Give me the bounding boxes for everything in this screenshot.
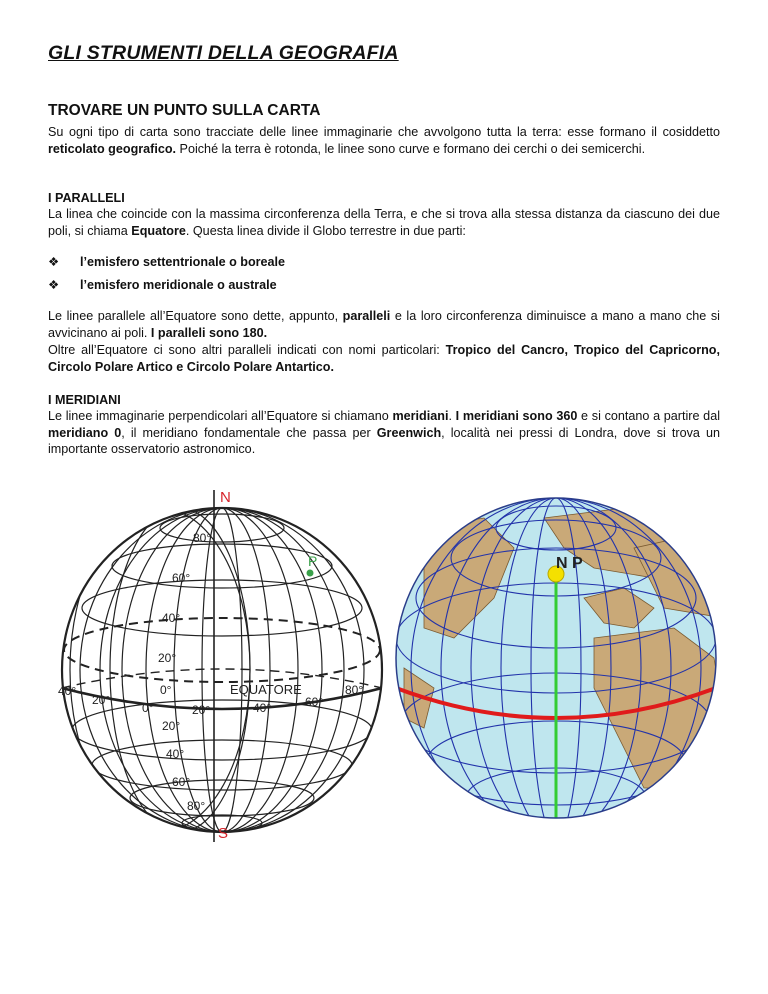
parallel-line [92,740,352,790]
paralleli-bold-3: I paralleli sono 180. [150,325,268,340]
section-heading: TROVARE UN PUNTO SULLA CARTA [48,102,321,119]
bullet-marker-icon: ❖ [48,255,60,269]
tropic-dashed-line [64,618,380,682]
lon-label: 80° [345,683,364,697]
lat-label: 60° [172,571,191,585]
lat-label: 20° [158,651,177,665]
meridiani-text-3: e si contano a partire dal [577,409,720,423]
lon-label: 60° [305,695,324,709]
lat-label: 40° [162,611,181,625]
equator-label: EQUATORE [230,682,302,697]
point-p-label: P [308,553,318,569]
paralleli-text-4: e la loro circonferenza diminuisce a mano a mano che si avvicinano ai poli. [48,309,720,340]
figures [0,480,768,850]
lon-label: 40° [58,684,77,698]
page-title: GLI STRUMENTI DELLA GEOGRAFIA [48,42,399,64]
lat-label: 20° [162,719,181,733]
north-pole-label: N P [556,555,583,572]
paralleli-text-2: . Questa linea divide il Globo terrestre in due parti: [185,223,466,238]
meridian-line [202,508,242,832]
lon-label: 20° [192,703,211,717]
list-item [48,276,285,299]
meridiani-paragraph [48,408,720,458]
paralleli-paragraph-3 [48,342,720,375]
list-item-text: l’emisfero meridionale o australe [80,278,277,292]
lat-label: 80° [193,531,212,545]
bullet-marker-icon: ❖ [48,278,60,292]
parallel-line [130,780,314,816]
hemispheres-list [48,253,285,299]
intro-bold-1: reticolato geografico. [48,141,177,156]
meridiani-text-4: , il meridiano fondamentale che passa per [121,425,377,440]
lat-label: 80° [187,799,206,813]
paralleli-bold-2: paralleli [342,309,391,323]
meridiani-bold-2: I meridiani sono 360 [455,409,578,423]
paralleli-text-3: Le linee parallele all’Equatore sono dette, appunto, [48,309,343,323]
meridiani-text-1: Le linee immaginarie perpendicolari all’Equatore si chiamano [48,409,393,423]
north-label: N [220,489,231,506]
paralleli-paragraph-1 [48,206,720,239]
lat-label: 40° [166,747,185,761]
intro-text-1: Su ogni tipo di carta sono tracciate delle linee immaginarie che avvolgono tutta la terra: esse formano il cosiddetto [48,125,720,139]
meridiani-heading: I MERIDIANI [48,393,121,407]
point-p-dot [307,570,314,577]
paralleli-heading: I PARALLELI [48,191,125,205]
meridiani-text-5: , località nei pressi di Londra, dove si trova un importante osservatorio astronomico. [48,425,721,456]
lat-label: 60° [172,775,191,789]
paralleli-bold-4: Tropico del Cancro, Tropico del Capricorno, Circolo Polare Artico e Circolo Polare Antartico. [48,343,720,374]
paralleli-text-5: Oltre all’Equatore ci sono altri paralleli indicati con nomi particolari: [48,343,446,357]
graticule-globe-diagram [0,480,390,850]
list-item-text: l’emisfero settentrionale o boreale [80,255,286,269]
earth-globe-illustration [394,488,734,828]
lon-label: 0° [142,701,154,715]
south-label: S [218,825,229,842]
paralleli-text-1: La linea che coincide con la massima circonferenza della Terra, e che si trova alla stessa distanza da ciascuno dei due poli, si chiama [48,207,720,238]
meridiani-bold-1: meridiani [392,409,449,423]
paralleli-bold-1: Equatore [131,223,186,238]
lon-label: 40° [253,701,272,715]
meridiani-bold-3: meridiano 0 [48,425,122,440]
meridiani-bold-4: Greenwich [376,425,442,440]
list-item [48,253,285,276]
paralleli-paragraph-2 [48,308,720,341]
meridiani-text-2: . [448,409,456,423]
lon-label: 0° [160,683,172,697]
meridian-line [122,508,322,832]
intro-text-2: Poiché la terra è rotonda, le linee sono curve e formano dei cerchi o dei semicerchi. [176,141,646,156]
lon-label: 20° [92,693,111,707]
intro-paragraph [48,124,720,157]
